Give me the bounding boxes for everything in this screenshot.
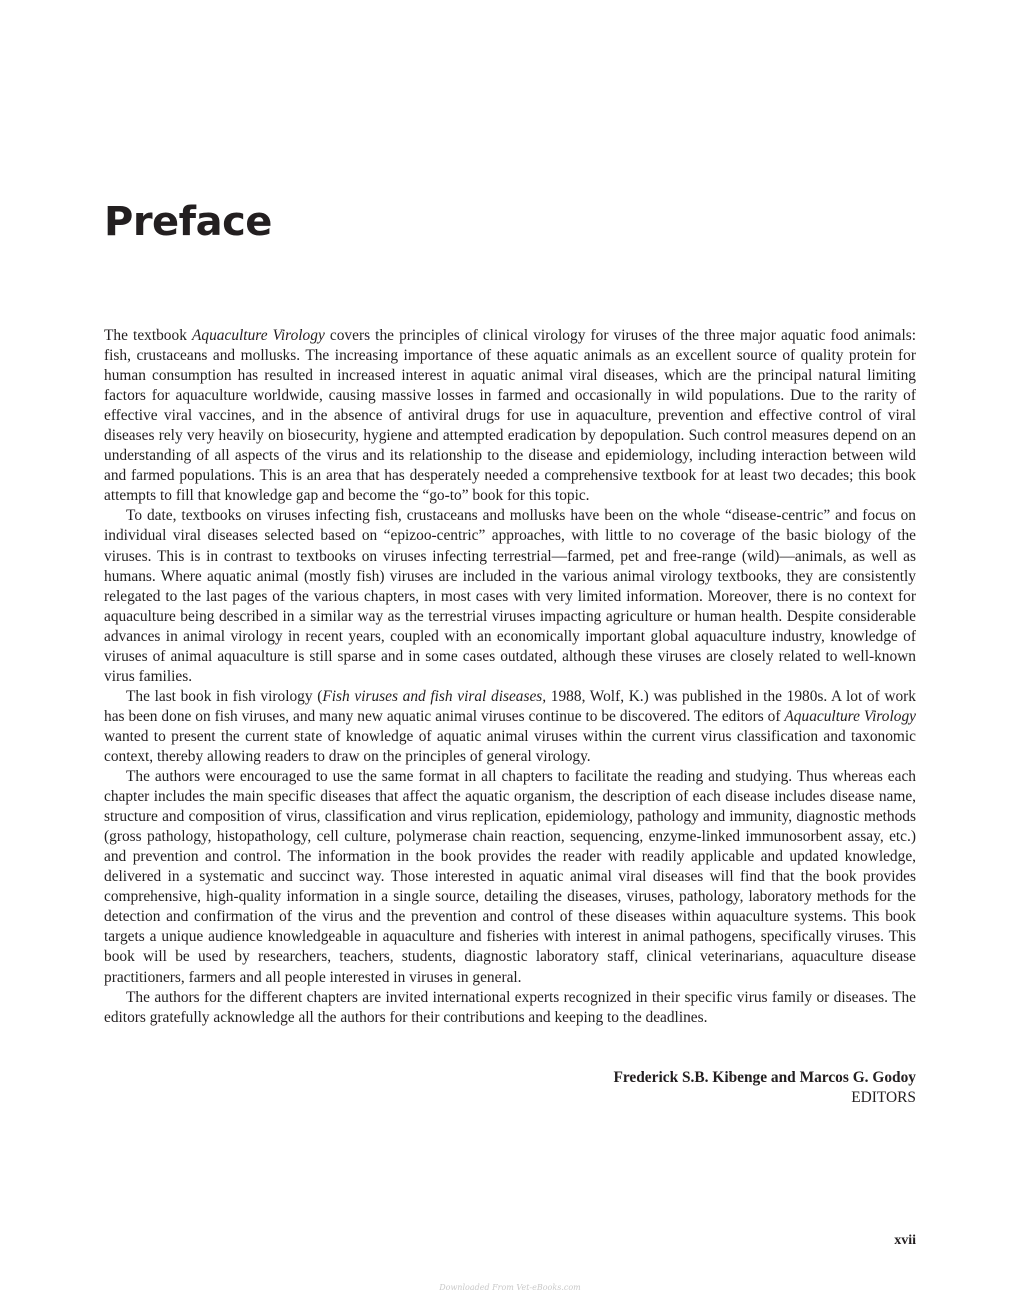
page-title: Preface <box>104 199 272 245</box>
editor-role: EDITORS <box>851 1089 916 1106</box>
paragraph <box>104 326 916 506</box>
paragraph <box>104 988 916 1028</box>
text-run: 1988, Wolf, K.) was published in the 1980s. A lot of work has been done on fish viruses, and many new aquatic animal viruses continue to be discovered. The editors of <box>104 687 916 725</box>
paragraph <box>104 687 916 767</box>
text-run: The authors were encouraged to use the same format in all chapters to facilitate the reading and studying. Thus whereas each chapter includes the main specific diseases that affect the aquatic organism, the description of each disease includes disease name, structure and composition of virus, classification and virus replication, epidemiology, pathology and immunity, diagnostic methods (gross pathology, histopathology, cell culture, polymerase chain reaction, sequencing, enzyme-linked immunosorbent assay, etc.) and prevention and control. The information in the book provides the reader with readily applicable and updated knowledge, delivered in a systematic and succinct way. Those interested in aquatic animal viral diseases will find that the book provides comprehensive, high-quality information in a single source, detailing the diseases, viruses, pathology, laboratory methods for the detection and confirmation of the virus and the prevention and control of these diseases within aquaculture systems. This book targets a unique audience knowledgeable in aquaculture and fisheries with interest in animal pathogens, specifically viruses. This book will be used by researchers, teachers, students, diagnostic laboratory staff, clinical veterinarians, aquaculture disease practitioners, farmers and all people interested in viruses in general. <box>104 768 916 986</box>
italic-title: Aquaculture Virology <box>192 327 325 344</box>
preface-body <box>104 326 916 1028</box>
editors-signature <box>104 1068 916 1108</box>
text-run: To date, textbooks on viruses infecting fish, crustaceans and mollusks have been on the whole “disease-centric” and focus on individual viral diseases selected based on “epizoo-centric” approaches, with little to no coverage of the basic biology of the viruses. This is in contrast to textbooks on viruses infecting terrestrial—farmed, pet and free-range (wild)—animals, as well as humans. Where aquatic animal (mostly fish) viruses are included in the various animal virology textbooks, they are consistently relegated to the last pages of the various chapters, in most cases with very limited information. Moreover, there is no context for aquaculture being described in a similar way as the terrestrial viruses impacting agriculture or human health. Despite considerable advances in animal virology in recent years, coupled with an economically important global aquaculture industry, knowledge of viruses of animal aquaculture is still sparse and in some cases outdated, although these viruses are closely related to well-known virus families. <box>104 507 916 685</box>
italic-title: Fish viruses and fish viral diseases, <box>322 687 547 705</box>
text-run: covers the principles of clinical virology for viruses of the three major aquatic food animals: fish, crustaceans and mollusks. The increasing importance of these aquatic animals as an excellent source of quality protein for human consumption has resulted in increased interest in aquatic animal viral diseases, which are the principal natural limiting factors for aquaculture worldwide, causing massive losses in farmed and occasionally in wild populations. Due to the rarity of effective viral vaccines, and in the absence of antiviral drugs for use in aquaculture, prevention and effective control of viral diseases rely very heavily on biosecurity, hygiene and attempted eradication by depopulation. Such control measures depend on an understanding of all aspects of the virus and its relationship to the disease and epidemiology, including interaction between wild and farmed populations. This is an area that has desperately needed a comprehensive textbook for at least two decades; this book attempts to fill that knowledge gap and become the “go-to” book for this topic. <box>104 327 917 505</box>
text-run: wanted to present the current state of knowledge of aquatic animal viruses within the current virus classification and taxonomic context, thereby allowing readers to draw on the principles of general virology. <box>104 727 916 765</box>
editor-names: Frederick S.B. Kibenge and Marcos G. Godoy <box>613 1069 916 1086</box>
download-watermark: Downloaded From Vet-eBooks.com <box>439 1283 581 1292</box>
text-run: The authors for the different chapters are invited international experts recognized in their specific virus family or diseases. The editors gratefully acknowledge all the authors for their contributions and keeping to the deadlines. <box>104 988 916 1026</box>
paragraph <box>104 767 916 988</box>
text-run: The textbook <box>104 327 193 344</box>
paragraph <box>104 506 916 686</box>
text-run: The last book in fish virology ( <box>126 687 323 705</box>
page-number: xvii <box>894 1233 916 1248</box>
italic-title: Aquaculture Virology <box>784 707 916 725</box>
